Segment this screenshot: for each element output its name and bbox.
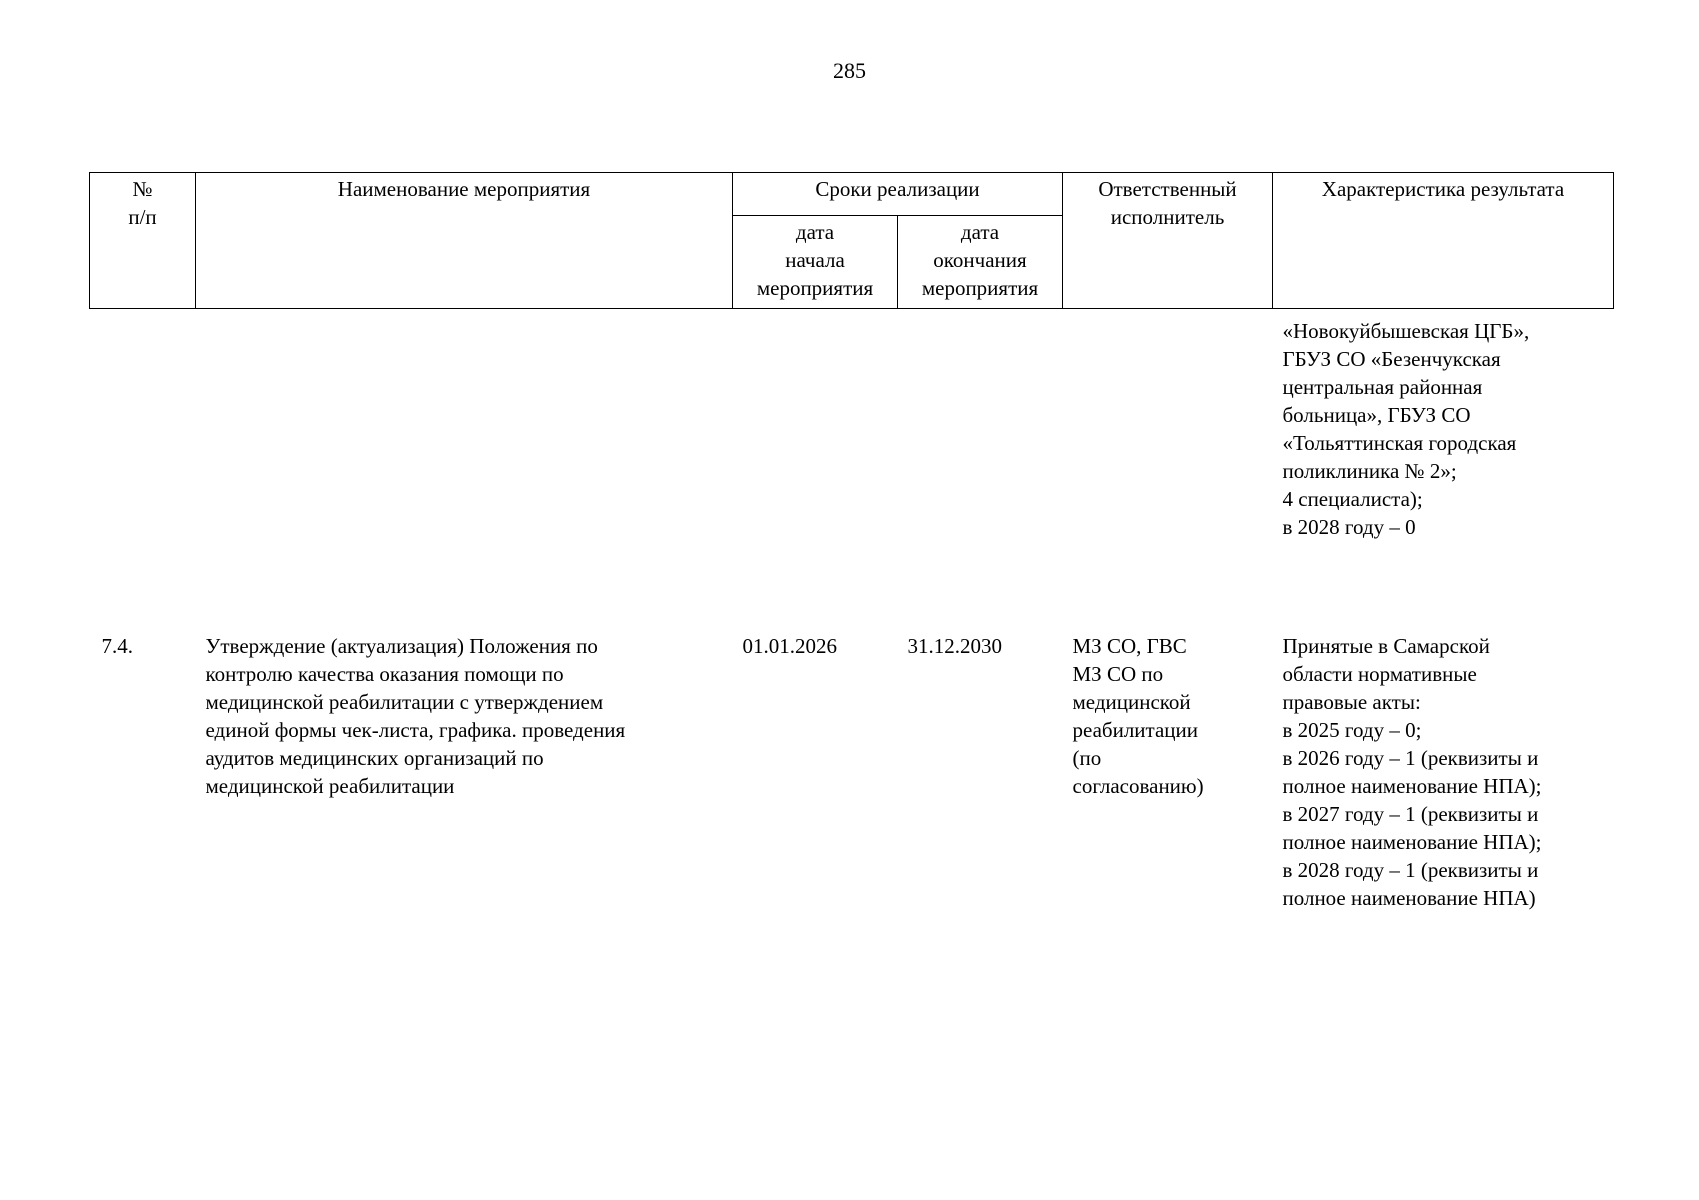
cont-responsible-cell [1063, 309, 1273, 628]
header-end-date: дата окончания мероприятия [898, 216, 1063, 309]
header-result: Характеристика результата [1273, 173, 1614, 309]
cont-result-cell: «Новокуйбышевская ЦГБ», ГБУЗ СО «Безенчукская центральная районная больница», ГБУЗ СО «Тольяттинская городская поликлиника № 2»; 4 специалиста); в 2028 году – 0 [1282, 319, 1530, 539]
row-result: Принятые в Самарской области нормативные правовые акты: в 2025 году – 0; в 2026 году – 1 (реквизиты и полное наименование НПА); в 2027 году – 1 (реквизиты и полное наименование НПА); в 2028 году – 1 (реквизиты и полное наименование НПА) [1282, 634, 1542, 910]
row-no: 7.4. [101, 634, 133, 658]
table-header [90, 173, 1614, 309]
header-responsible: Ответственный исполнитель [1063, 173, 1273, 309]
table-row-continuation [90, 309, 1614, 628]
activities-table [89, 172, 1614, 912]
row-responsible: МЗ СО, ГВС МЗ СО по медицинской реабилитации (по согласованию) [1072, 634, 1204, 798]
header-no: № п/п [90, 173, 196, 309]
row-start-date: 01.01.2026 [742, 634, 837, 658]
page-number: 285 [833, 58, 866, 83]
table-row [90, 627, 1614, 912]
header-period: Сроки реализации [733, 173, 1063, 216]
row-name: Утверждение (актуализация) Положения по контролю качества оказания помощи по медицинской реабилитации с утверждением единой формы чек-листа, графика. проведения аудитов медицинских организаций по медицинской реабилитации [205, 634, 626, 798]
cont-start-cell [733, 309, 898, 628]
header-start-date: дата начала мероприятия [733, 216, 898, 309]
cont-end-cell [898, 309, 1063, 628]
cont-name-cell [196, 309, 733, 628]
row-end-date: 31.12.2030 [907, 634, 1002, 658]
header-name: Наименование мероприятия [196, 173, 733, 309]
cont-no-cell [90, 309, 196, 628]
